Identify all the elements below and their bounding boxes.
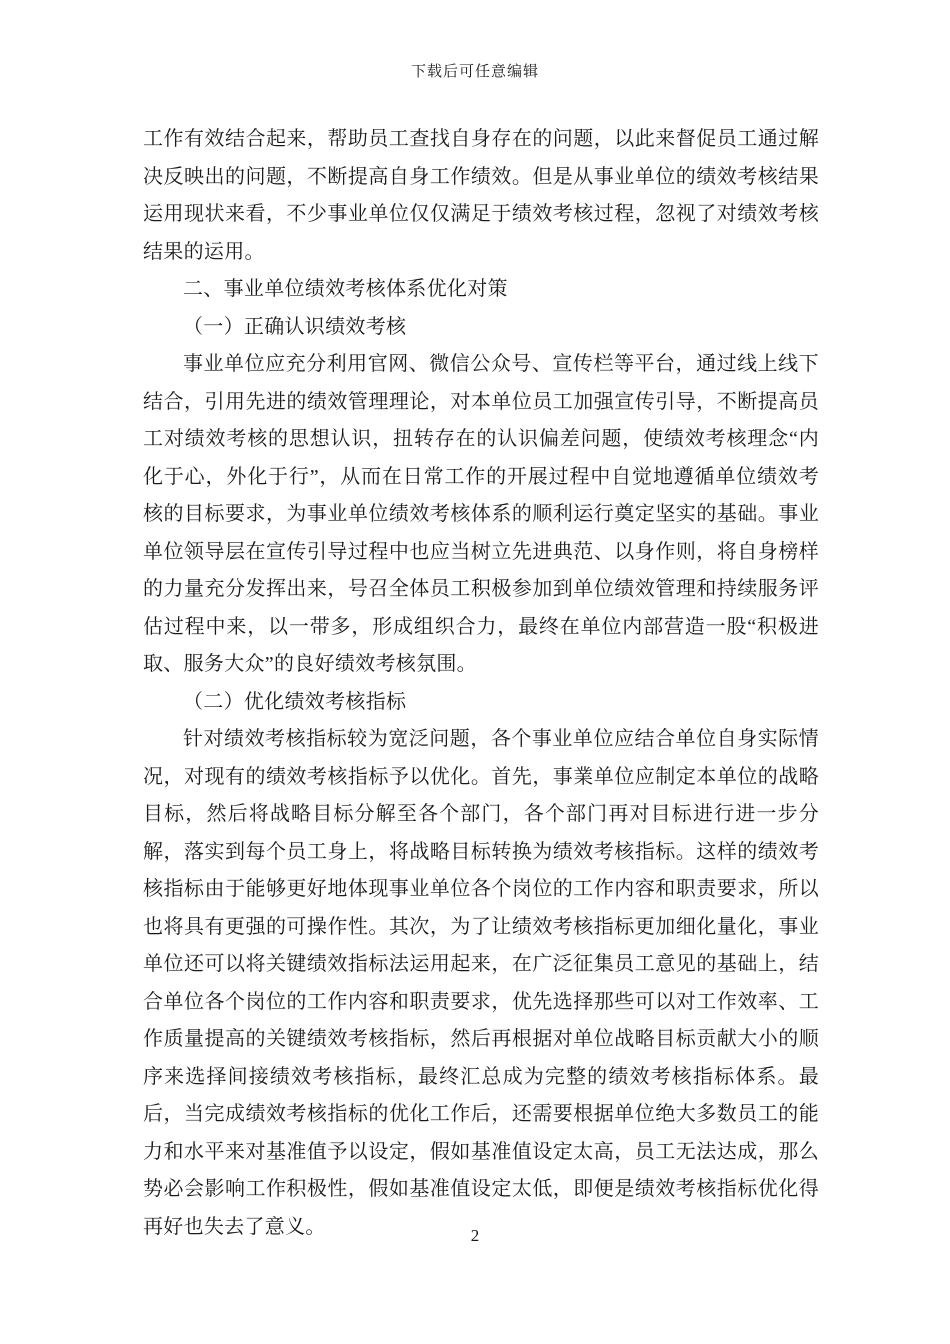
section-heading: 二、事业单位绩效考核体系优化对策 [183,278,508,300]
page-number: 2 [470,1226,480,1245]
paragraph: 针对绩效考核指标较为宽泛问题，各个事业单位应结合单位自身实际情况，对现有的绩效考核指标予以优化。首先，事業单位应制定本单位的战略目标，然后将战略目标分解至各个部门，各个部门再对目标进行进一步分解，落实到每个员工身上，将战略目标转换为绩效考核指标。这样的绩效考核指标由于能够更好地体现事业单位各个岗位的工作内容和职责要求，所以也将具有更强的可操作性。其次，为了让绩效考核指标更加细化量化，事业单位还可以将关键绩效指标法运用起来，在广泛征集员工意见的基础上，结合单位各个岗位的工作内容和职责要求，优先选择那些可以对工作效率、工作质量提高的关键绩效考核指标，然后再根据对单位战略目标贡献大小的顺序来选择间接绩效考核指标，最终汇总成为完整的绩效考核指标体系。最后，当完成绩效考核指标的优化工作后，还需要根据单位绝大多数员工的能力和水平来对基准值予以设定，假如基准值设定太高，员工无法达成，那么势必会影响工作积极性，假如基准值设定太低，即便是绩效考核指标优化得再好也失去了意义。 [143,728,819,1238]
subsection-heading: （一）正确认识绩效考核 [183,315,407,338]
subsection-heading: （二）优化绩效考核指标 [183,690,407,713]
header-note: 下载后可任意编辑 [410,64,539,80]
document-body [143,121,819,1246]
paragraph-continuation: 工作有效结合起来，帮助员工查找自身存在的问题，以此来督促员工通过解决反映出的问题，不断提高自身工作绩效。但是从事业单位的绩效考核结果运用现状来看，不少事业单位仅仅满足于绩效考核过程，忽视了对绩效考核结果的运用。 [143,128,819,263]
paragraph: 事业单位应充分利用官网、微信公众号、宣传栏等平台，通过线上线下结合，引用先进的绩效管理理论，对本单位员工加强宣传引导，不断提高员工对绩效考核的思想认识，扭转存在的认识偏差问题，使绩效考核理念“内化于心，外化于行”，从而在日常工作的开展过程中自觉地遵循单位绩效考核的目标要求，为事业单位绩效考核体系的顺利运行奠定坚实的基础。事业单位领导层在宣传引导过程中也应当树立先进典范、以身作则，将自身榜样的力量充分发挥出来，号召全体员工积极参加到单位绩效管理和持续服务评估过程中来，以一带多，形成组织合力，最终在单位内部营造一股“积极进取、服务大众”的良好绩效考核氛围。 [143,353,819,675]
